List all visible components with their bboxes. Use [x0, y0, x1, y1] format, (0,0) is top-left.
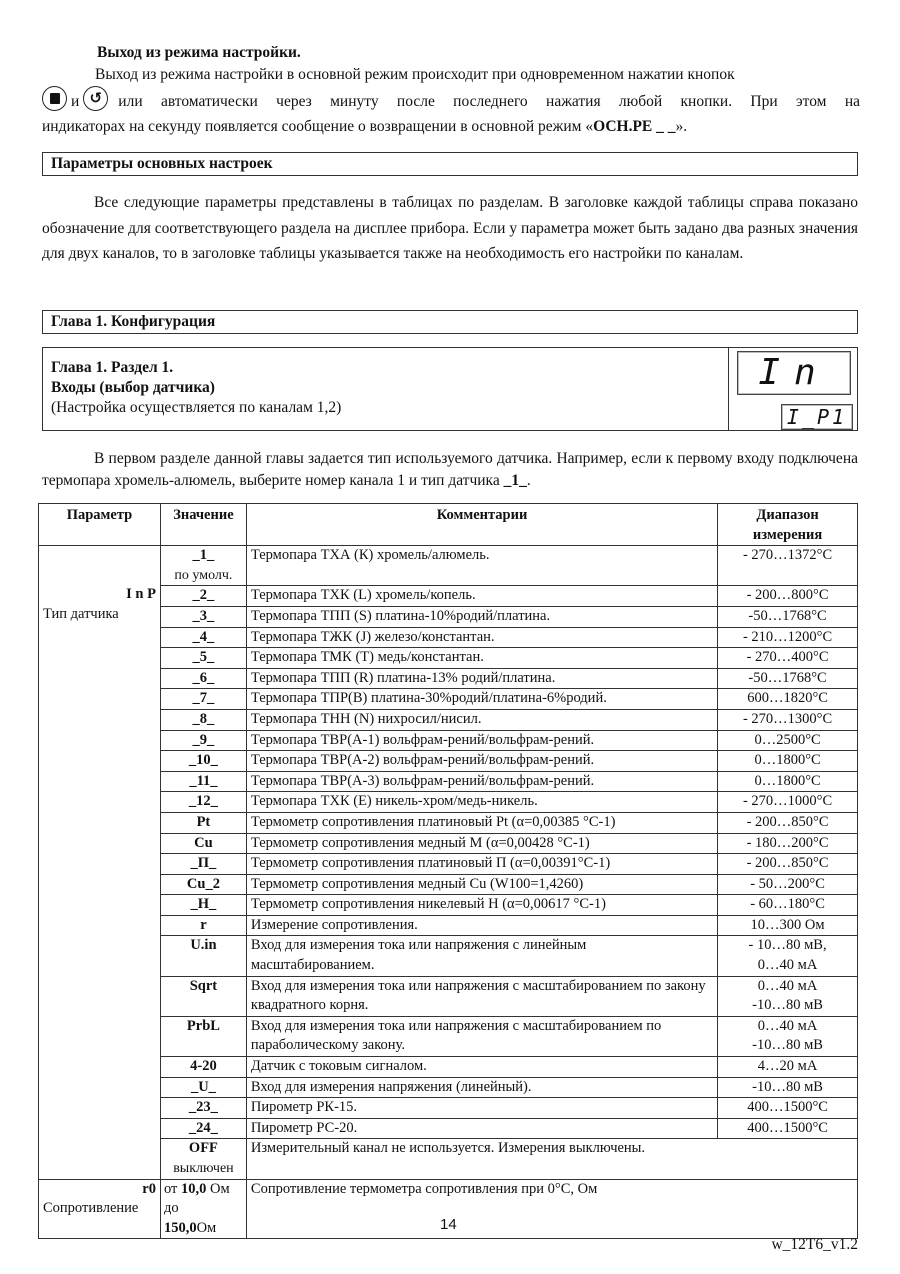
value-note: по умолч.	[174, 567, 233, 583]
value-cell	[160, 709, 246, 730]
table-row	[39, 1077, 858, 1098]
range-value: -50…1768°C	[748, 607, 827, 624]
header-range	[718, 504, 858, 546]
range-value: 0…40 мА	[757, 977, 818, 994]
page-number: 14	[440, 1216, 457, 1233]
value-cell	[160, 1098, 246, 1119]
range-value: 600…1820°C	[747, 690, 828, 707]
table-row	[39, 627, 858, 648]
display-sub-indicator: I_P1	[781, 404, 853, 430]
range-value: - 10…80 мВ,	[748, 937, 827, 954]
value-cell	[160, 689, 246, 710]
table-row	[39, 1098, 858, 1119]
table-row	[39, 833, 858, 854]
comment-cell: Термопара ТХК (L) хромель/копель.	[246, 586, 717, 607]
conjunction: и	[71, 93, 80, 110]
range-value: 0…1800°C	[754, 772, 821, 789]
from-value: 10,0	[180, 1180, 207, 1197]
exit-section-line1: Выход из режима настройки в основной режим происходит при одновременном нажатии кнопок	[95, 66, 735, 83]
table-row	[39, 668, 858, 689]
value-code: r	[200, 916, 207, 933]
value-cell	[160, 627, 246, 648]
value-cell	[160, 874, 246, 895]
table-row	[39, 1016, 858, 1056]
header-range-line2: измерения	[752, 526, 823, 543]
comment-cell: Вход для измерения тока или напряжения с масштабированием по закону квадратного корня.	[246, 976, 717, 1016]
device-display	[729, 348, 857, 430]
main-mode-code: ОСН.РЕ _ _	[593, 118, 676, 135]
value-cell	[160, 1077, 246, 1098]
value-code: _3_	[192, 607, 215, 624]
value-code: _7_	[192, 690, 215, 707]
value-cell	[160, 606, 246, 627]
range-cell	[718, 709, 858, 730]
range-cell	[718, 648, 858, 669]
value-code: _9_	[192, 731, 215, 748]
return-button-icon: ↺	[83, 86, 108, 111]
parameters-table	[38, 503, 858, 1239]
range-value: 10…300 Ом	[750, 916, 825, 933]
chapter-heading: Глава 1. Конфигурация	[42, 310, 858, 334]
value-code: Pt	[196, 813, 211, 830]
header-value: Значение	[160, 504, 246, 546]
comment-cell: Термопара ТПР(В) платина-30%родий/платина-6%родий.	[246, 689, 717, 710]
range-cell	[718, 833, 858, 854]
value-code: _2_	[192, 587, 215, 604]
display-main-indicator: In	[737, 351, 851, 395]
exit-line3-end: ».	[675, 118, 688, 135]
comment-cell: Измерительный канал не используется. Измерения выключены.	[246, 1139, 857, 1179]
range-value: - 200…800°C	[746, 587, 829, 604]
stop-button-icon	[42, 86, 67, 111]
range-cell	[718, 792, 858, 813]
value-cell	[160, 915, 246, 936]
section-intro-text: В первом разделе данной главы задается тип используемого датчика. Например, если к первому входу подключена термопара хромель-алюмель, выберите номер канала 1 и тип датчика	[42, 450, 858, 489]
table-row	[39, 709, 858, 730]
comment-cell: Датчик с токовым сигналом.	[246, 1057, 717, 1078]
range-cell	[718, 689, 858, 710]
section-title: Входы (выбор датчика)	[51, 379, 215, 396]
comment-cell: Термопара ТВР(А-1) вольфрам-рений/вольфрам-рений.	[246, 730, 717, 751]
exit-line2-text: или автоматически через минуту после последнего нажатия любой кнопки. При этом на	[118, 93, 860, 110]
table-row	[39, 648, 858, 669]
value-cell	[160, 792, 246, 813]
value-code: _11_	[189, 772, 218, 789]
range-value: - 180…200°C	[746, 834, 829, 851]
value-cell	[160, 833, 246, 854]
param-r0-cell	[39, 1179, 161, 1239]
comment-cell: Термометр сопротивления медный Cu (W100=1,4260)	[246, 874, 717, 895]
comment-cell: Вход для измерения напряжения (линейный).	[246, 1077, 717, 1098]
comment-cell: Термопара ТВР(А-3) вольфрам-рений/вольфрам-рений.	[246, 771, 717, 792]
value-cell	[160, 1057, 246, 1078]
range-value: 0…1800°C	[754, 752, 821, 769]
table-row	[39, 730, 858, 751]
range-cell	[718, 915, 858, 936]
section-heading-basic-settings: Параметры основных настроек	[42, 152, 858, 176]
value-code: 4-20	[190, 1058, 217, 1075]
value-code: Sqrt	[189, 977, 218, 994]
value-cell	[160, 751, 246, 772]
range-value: - 200…850°C	[746, 855, 829, 872]
table-header-row	[39, 504, 858, 546]
value-code: _П_	[190, 855, 217, 872]
header-comment: Комментарии	[246, 504, 717, 546]
comment-cell: Термопара ТПП (S) платина-10%родий/платина.	[246, 606, 717, 627]
param-code: I n P	[126, 586, 156, 603]
range-cell	[718, 606, 858, 627]
header-param: Параметр	[39, 504, 161, 546]
range-value: -10…80 мВ	[752, 1078, 823, 1095]
value-cell	[160, 730, 246, 751]
value-code: _10_	[188, 752, 218, 769]
from-label: от	[163, 1180, 181, 1197]
comment-cell: Термометр сопротивления никелевый Н (α=0,00617 °C-1)	[246, 895, 717, 916]
comment-cell: Сопротивление термометра сопротивления при 0°C, Ом	[246, 1179, 857, 1239]
section-note: (Настройка осуществляется по каналам 1,2)	[51, 399, 342, 416]
value-code: _5_	[192, 649, 215, 666]
value-code: PrbL	[186, 1017, 220, 1034]
range-cell	[718, 751, 858, 772]
range-cell	[718, 1098, 858, 1119]
range-cell	[718, 627, 858, 648]
to-unit: Ом	[196, 1219, 217, 1236]
range-value: - 60…180°C	[750, 896, 825, 913]
value-code: _6_	[192, 669, 215, 686]
range-cell	[718, 812, 858, 833]
range-cell	[718, 730, 858, 751]
range-value: 400…1500°C	[747, 1119, 828, 1136]
document-id: w_12T6_v1.2	[771, 1236, 858, 1253]
param-code: r0	[142, 1180, 156, 1197]
range-value-2: -10…80 мВ	[752, 1037, 823, 1054]
comment-cell: Вход для измерения тока или напряжения с линейным масштабированием.	[246, 936, 717, 976]
basic-settings-text: Все следующие параметры представлены в таблицах по разделам. В заголовке каждой таблицы справа показано обозначение для соответствующего раздела на дисплее прибора. Если у параметра может быть задано два разных значения для двух каналов, то в заголовке таблицы указывается также на необходимость его настройки по каналам.	[42, 194, 858, 262]
range-value: - 270…1000°C	[742, 793, 833, 810]
range-value: 4…20 мА	[757, 1058, 818, 1075]
comment-cell: Термометр сопротивления медный М (α=0,00428 °C-1)	[246, 833, 717, 854]
value-cell	[160, 1016, 246, 1056]
range-value: -50…1768°C	[748, 669, 827, 686]
table-row	[39, 915, 858, 936]
value-code: U.in	[190, 937, 217, 954]
table-row	[39, 606, 858, 627]
value-code: _23_	[188, 1099, 218, 1116]
range-value: 0…40 мА	[757, 1017, 818, 1034]
range-value: - 50…200°C	[750, 875, 825, 892]
value-cell	[160, 1118, 246, 1139]
section-header-box	[42, 347, 858, 431]
range-cell	[718, 874, 858, 895]
value-cell	[160, 586, 246, 607]
table-row	[39, 1057, 858, 1078]
table-row	[39, 895, 858, 916]
value-cell	[160, 668, 246, 689]
value-cell	[160, 1139, 246, 1179]
header-range-line1: Диапазон	[756, 507, 819, 523]
table-row	[39, 792, 858, 813]
table-row	[39, 751, 858, 772]
table-row	[39, 771, 858, 792]
comment-cell: Пирометр РК-15.	[246, 1098, 717, 1119]
comment-cell: Измерение сопротивления.	[246, 915, 717, 936]
range-cell	[718, 976, 858, 1016]
value-note: выключен	[173, 1161, 234, 1176]
value-code: OFF	[188, 1140, 218, 1157]
range-cell	[718, 1016, 858, 1056]
value-cell	[160, 976, 246, 1016]
value-code: Cu	[194, 834, 213, 851]
value-code: _U_	[190, 1078, 216, 1095]
exit-section-title: Выход из режима настройки.	[97, 44, 301, 61]
exit-section-line2	[42, 86, 860, 111]
range-value: - 270…400°C	[746, 649, 829, 666]
range-cell	[718, 771, 858, 792]
range-value: - 210…1200°C	[742, 628, 833, 645]
comment-cell: Термометр сопротивления платиновый Pt (α=0,00385 °C-1)	[246, 812, 717, 833]
range-cell	[718, 546, 858, 586]
table-row	[39, 586, 858, 607]
table-row	[39, 936, 858, 976]
value-cell	[160, 546, 246, 586]
range-cell	[718, 586, 858, 607]
range-cell	[718, 1077, 858, 1098]
value-cell	[160, 771, 246, 792]
table-row	[39, 546, 858, 586]
comment-cell: Термопара ТХК (Е) никель-хром/медь-никель.	[246, 792, 717, 813]
value-code: _8_	[192, 710, 215, 727]
table-row	[39, 976, 858, 1016]
value-code: _12_	[188, 793, 218, 810]
comment-cell: Термометр сопротивления платиновый П (α=0,00391°C-1)	[246, 854, 717, 875]
range-cell	[718, 895, 858, 916]
value-cell	[160, 895, 246, 916]
section-header-text	[43, 348, 729, 430]
range-cell	[718, 854, 858, 875]
range-value-2: -10…80 мВ	[752, 997, 823, 1014]
value-cell	[160, 854, 246, 875]
comment-cell: Термопара ТНН (N) нихросил/нисил.	[246, 709, 717, 730]
table-row	[39, 1139, 858, 1179]
range-cell	[718, 1057, 858, 1078]
param-label: Тип датчика	[43, 605, 119, 622]
exit-line3-text: индикаторах на секунду появляется сообщение о возвращении в основной режим «	[42, 118, 594, 135]
value-code: _H_	[190, 896, 217, 913]
to-label: до	[163, 1200, 179, 1217]
value-code: _1_	[192, 547, 215, 564]
range-value: 400…1500°C	[747, 1099, 828, 1116]
value-cell	[160, 812, 246, 833]
range-value: - 200…850°C	[746, 813, 829, 830]
value-code: _24_	[188, 1119, 218, 1136]
comment-cell: Термопара ТПП (R) платина-13% родий/платина.	[246, 668, 717, 689]
value-cell	[160, 936, 246, 976]
table-row	[39, 874, 858, 895]
param-inp-cell	[39, 546, 161, 1179]
exit-section-line3	[42, 118, 860, 136]
value-cell	[160, 648, 246, 669]
comment-cell: Термопара ТХА (К) хромель/алюмель.	[246, 546, 717, 586]
from-unit: Ом	[206, 1180, 230, 1197]
range-cell	[718, 668, 858, 689]
range-value-2: 0…40 мА	[757, 957, 818, 974]
comment-cell: Термопара ТВР(А-2) вольфрам-рений/вольфрам-рений.	[246, 751, 717, 772]
basic-settings-intro	[42, 190, 858, 267]
value-cell	[160, 1179, 246, 1239]
section-number: Глава 1. Раздел 1.	[51, 359, 174, 376]
table-row	[39, 689, 858, 710]
table-row	[39, 812, 858, 833]
comment-cell: Пирометр РС-20.	[246, 1118, 717, 1139]
range-cell	[718, 936, 858, 976]
comment-cell: Термопара ТМК (Т) медь/константан.	[246, 648, 717, 669]
range-value: - 270…1372°C	[742, 547, 833, 564]
param-label: Сопротивление	[43, 1200, 139, 1217]
comment-cell: Вход для измерения тока или напряжения с масштабированием по параболическому закону.	[246, 1016, 717, 1056]
value-code: Cu_2	[186, 875, 220, 892]
table-row	[39, 854, 858, 875]
to-value: 150,0	[163, 1219, 197, 1236]
table-row	[39, 1118, 858, 1139]
range-value: - 270…1300°C	[742, 710, 833, 727]
range-cell	[718, 1118, 858, 1139]
section-intro-end: .	[526, 472, 531, 489]
value-code: _4_	[192, 628, 215, 645]
sensor-type-code: _1_	[503, 472, 527, 489]
section-intro	[42, 448, 858, 492]
comment-cell: Термопара ТЖК (J) железо/константан.	[246, 627, 717, 648]
range-value: 0…2500°C	[754, 731, 821, 748]
